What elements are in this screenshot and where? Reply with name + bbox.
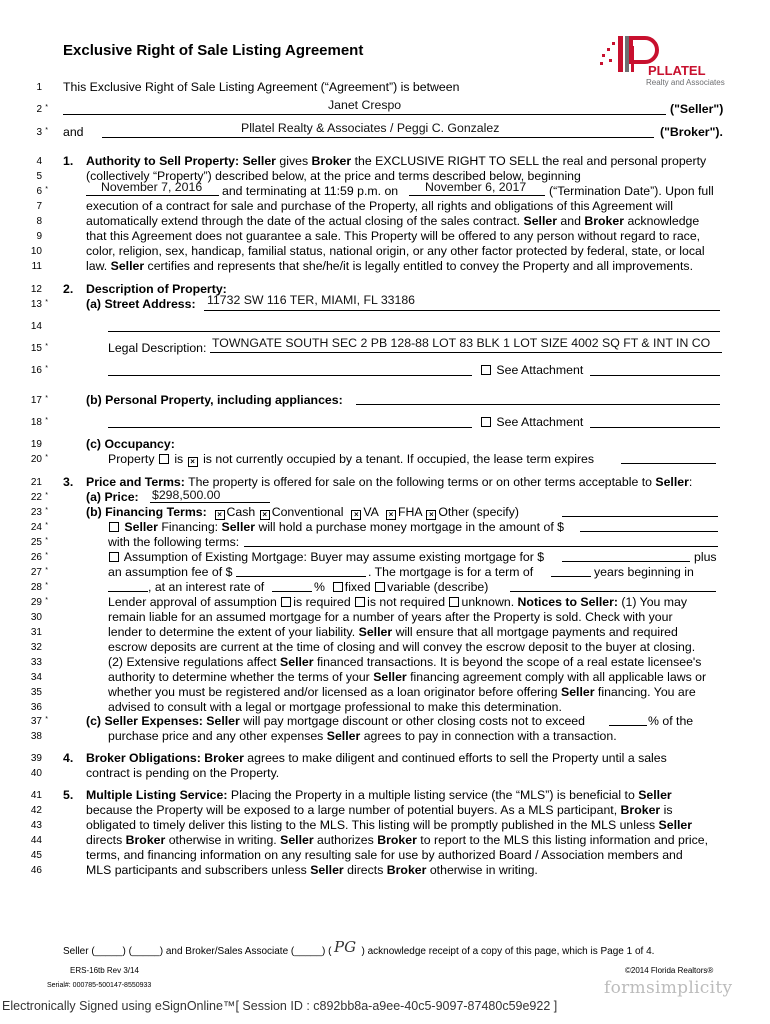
section-2-heading: Description of Property: bbox=[86, 282, 227, 296]
required-checkbox[interactable] bbox=[281, 597, 291, 607]
required-marker: * bbox=[45, 104, 48, 111]
see-attachment-2[interactable]: See Attachment bbox=[480, 415, 600, 430]
section-4-number: 4. bbox=[63, 751, 74, 765]
line-number: 13 bbox=[30, 299, 42, 310]
broker-name-field[interactable]: Pllatel Realty & Associates / Peggi C. Gonzalez bbox=[241, 121, 500, 135]
page-acknowledgment: Seller (_____) (_____) and Broker/Sales Associate (_____) ( ) acknowledge receipt of a copy of this page, which is Page 1 of 4. bbox=[63, 946, 655, 957]
line-number: 23 bbox=[30, 507, 42, 518]
line-number: 5 bbox=[36, 171, 42, 182]
unknown-checkbox[interactable] bbox=[449, 597, 459, 607]
lender-approval-line: Lender approval of assumption is required is not required unknown. Notices to Seller: (1) You may bbox=[108, 595, 688, 609]
section-3-line-32: escrow deposits are current at the time of closing and will convey the escrow deposit to the buyer at closing. bbox=[108, 640, 696, 654]
initials-signature: PG bbox=[334, 938, 357, 956]
section-3-line-30: remain liable for an assumed mortgage for a number of years after the Property is sold. Check with your bbox=[108, 610, 673, 624]
line-number: 30 bbox=[30, 612, 42, 623]
section-5-number: 5. bbox=[63, 788, 74, 802]
seller-tag: ("Seller") bbox=[670, 102, 724, 116]
personal-property-label: (b) Personal Property, including appliances: bbox=[86, 393, 343, 407]
serial-number: Serial#: 000785-500147-8550933 bbox=[47, 982, 152, 989]
copyright: ©2014 Florida Realtors® bbox=[625, 966, 714, 975]
required-marker: * bbox=[45, 186, 48, 193]
assumption-checkbox[interactable] bbox=[109, 552, 119, 562]
start-date-field[interactable]: November 7, 2016 bbox=[101, 180, 203, 194]
following-terms-underline bbox=[244, 546, 718, 547]
line-number: 38 bbox=[30, 731, 42, 742]
line-number: 3 bbox=[36, 127, 42, 138]
line-number: 33 bbox=[30, 657, 42, 668]
start-date-underline bbox=[86, 195, 219, 196]
section-3-line-21: Price and Terms: The property is offered for sale on the following terms or on other terms acceptable to Seller: bbox=[86, 475, 693, 489]
required-marker: * bbox=[45, 582, 48, 589]
required-marker: * bbox=[45, 567, 48, 574]
variable-checkbox[interactable] bbox=[375, 582, 385, 592]
following-terms-line: with the following terms: bbox=[108, 535, 240, 549]
see-attachment-checkbox-1[interactable] bbox=[481, 365, 491, 375]
street-address-label: (a) Street Address: bbox=[86, 297, 196, 311]
line-number: 24 bbox=[30, 522, 42, 533]
line-number: 25 bbox=[30, 537, 42, 548]
line-number: 26 bbox=[30, 552, 42, 563]
line-number: 45 bbox=[30, 850, 42, 861]
price-field[interactable]: $298,500.00 bbox=[152, 488, 221, 502]
intro-line: This Exclusive Right of Sale Listing Agreement (“Agreement”) is between bbox=[63, 80, 460, 94]
required-marker: * bbox=[45, 417, 48, 424]
line-number: 35 bbox=[30, 687, 42, 698]
section-1-line-6a: and terminating at 11:59 p.m. on bbox=[222, 184, 399, 198]
line-number: 20 bbox=[30, 454, 42, 465]
line-number: 21 bbox=[30, 477, 42, 488]
fixed-checkbox[interactable] bbox=[333, 582, 343, 592]
line-number: 6 bbox=[36, 186, 42, 197]
line-number: 29 bbox=[30, 597, 42, 608]
assumption-amount-underline bbox=[562, 561, 690, 562]
section-3-line-34: authority to determine whether the terms of your Seller financing agreement comply with all applicable laws or bbox=[108, 670, 707, 684]
fha-checkbox[interactable]: × bbox=[386, 510, 396, 520]
assumption-fee-underline bbox=[236, 576, 366, 577]
section-3-line-31: lender to determine the extent of your liability. Seller will ensure that all mortgage payments and required bbox=[108, 625, 678, 639]
line-number: 17 bbox=[30, 395, 42, 406]
section-4-line-40: contract is pending on the Property. bbox=[86, 766, 280, 780]
line-number: 36 bbox=[30, 702, 42, 713]
legal-underline-2 bbox=[108, 375, 472, 376]
see-attachment-checkbox-2[interactable] bbox=[481, 417, 491, 427]
line-number: 31 bbox=[30, 627, 42, 638]
seller-name-field[interactable]: Janet Crespo bbox=[328, 98, 402, 112]
line-number: 41 bbox=[30, 790, 42, 801]
and-label: and bbox=[63, 125, 84, 139]
required-marker: * bbox=[45, 492, 48, 499]
line-number: 4 bbox=[36, 156, 42, 167]
street-underline-2 bbox=[108, 331, 720, 332]
logo-tagline: Realty and Associates bbox=[646, 78, 725, 87]
line-number: 1 bbox=[36, 82, 42, 93]
mortgage-term-label: . The mortgage is for a term of bbox=[368, 565, 534, 579]
section-1-number: 1. bbox=[63, 154, 74, 168]
required-marker: * bbox=[45, 537, 48, 544]
rate-type-line: % fixed variable (describe) bbox=[314, 580, 489, 594]
line-number: 27 bbox=[30, 567, 42, 578]
line-number: 43 bbox=[30, 820, 42, 831]
required-marker: * bbox=[45, 552, 48, 559]
other-specify-underline bbox=[562, 516, 718, 517]
line-number: 34 bbox=[30, 672, 42, 683]
line-number: 19 bbox=[30, 439, 42, 450]
line-number: 2 bbox=[36, 104, 42, 115]
end-date-underline bbox=[409, 195, 545, 196]
legal-description-field[interactable]: TOWNGATE SOUTH SEC 2 PB 128-88 LOT 83 BLK 1 LOT SIZE 4002 SQ FT & INT IN CO bbox=[212, 336, 711, 350]
end-date-field[interactable]: November 6, 2017 bbox=[425, 180, 527, 194]
seller-expenses-line: (c) Seller Expenses: Seller will pay mortgage discount or other closing costs not to exceed bbox=[86, 714, 585, 728]
required-marker: * bbox=[45, 299, 48, 306]
line-number: 16 bbox=[30, 365, 42, 376]
attachment-underline-1 bbox=[590, 375, 720, 376]
section-1-line-4: Authority to Sell Property: Seller gives Broker the EXCLUSIVE RIGHT TO SELL the real and personal property bbox=[86, 154, 707, 168]
closing-costs-underline bbox=[609, 725, 647, 726]
line-number: 39 bbox=[30, 753, 42, 764]
required-marker: * bbox=[45, 127, 48, 134]
legal-description-label: Legal Description: bbox=[108, 341, 207, 355]
document-title: Exclusive Right of Sale Listing Agreement bbox=[63, 42, 364, 59]
variable-describe-underline bbox=[510, 591, 716, 592]
line-number: 11 bbox=[31, 261, 42, 272]
not-required-checkbox[interactable] bbox=[355, 597, 365, 607]
plus-label: plus bbox=[694, 550, 717, 564]
conventional-checkbox[interactable]: × bbox=[260, 510, 270, 520]
formsimplicity-watermark: formsimplicity bbox=[604, 978, 733, 998]
section-3-line-33: (2) Extensive regulations affect Seller financed transactions. It is beyond the scope of a real estate licensee's bbox=[108, 655, 702, 669]
cash-checkbox[interactable]: × bbox=[215, 510, 225, 520]
beginning-underline bbox=[108, 591, 148, 592]
percent-of-label: % of the bbox=[648, 714, 694, 728]
section-5-line-42: because the Property will be exposed to a large number of potential buyers. As a MLS participant, Broker is bbox=[86, 803, 673, 817]
line-number: 18 bbox=[30, 417, 42, 428]
attachment-underline-2 bbox=[590, 427, 720, 428]
not-occupied-checkbox[interactable]: × bbox=[188, 457, 198, 467]
section-1-line-5: (collectively “Property”) described below, at the price and terms described below, beginning bbox=[86, 169, 581, 183]
price-label: (a) Price: bbox=[86, 490, 139, 504]
line-number: 8 bbox=[36, 216, 42, 227]
required-marker: * bbox=[45, 454, 48, 461]
section-1-line-11: law. Seller certifies and represents that she/he/it is legally entitled to convey the Property and all improvements. bbox=[86, 259, 693, 273]
interest-rate-label: , at an interest rate of bbox=[148, 580, 265, 594]
legal-underline bbox=[210, 352, 722, 353]
line-number: 32 bbox=[30, 642, 42, 653]
section-1-line-10: color, religion, sex, handicap, familial status, national origin, or any other factor protected by federal, state, or local bbox=[86, 244, 705, 258]
occupancy-line: Property is × is not currently occupied by a tenant. If occupied, the lease term expires bbox=[108, 452, 595, 466]
broker-underline bbox=[102, 137, 654, 138]
interest-rate-underline bbox=[272, 591, 312, 592]
assumption-fee-label: an assumption fee of $ bbox=[108, 565, 233, 579]
line-number: 46 bbox=[30, 865, 42, 876]
occupancy-label: (c) Occupancy: bbox=[86, 437, 175, 451]
seller-financing-underline bbox=[580, 531, 718, 532]
section-3-line-36: advised to consult with a legal or mortgage professional to make this determination. bbox=[108, 700, 562, 714]
years-beginning-label: years beginning in bbox=[594, 565, 694, 579]
seller-financing-checkbox[interactable] bbox=[109, 522, 119, 532]
va-checkbox[interactable]: × bbox=[351, 510, 361, 520]
personal-property-underline bbox=[356, 404, 720, 405]
line-number: 15 bbox=[30, 343, 42, 354]
street-address-field[interactable]: 11732 SW 116 TER, MIAMI, FL 33186 bbox=[207, 293, 416, 307]
seller-financing-line: Seller Financing: Seller will hold a purchase money mortgage in the amount of $ bbox=[108, 520, 748, 535]
line-number: 12 bbox=[30, 284, 42, 295]
section-1-line-9: that this Agreement does not guarantee a sale. This Property will be offered to any person without regard to race, bbox=[86, 229, 701, 243]
seller-underline bbox=[63, 114, 666, 115]
line-number: 37 bbox=[30, 716, 42, 727]
line-number: 28 bbox=[30, 582, 42, 593]
see-attachment-1[interactable]: See Attachment bbox=[480, 363, 600, 378]
occupied-checkbox[interactable] bbox=[159, 454, 169, 464]
line-number: 10 bbox=[30, 246, 42, 257]
section-5-line-45: terms, and financing information on any resulting sale for use by authorized Board / Association members and bbox=[86, 848, 683, 862]
line-number: 44 bbox=[30, 835, 42, 846]
required-marker: * bbox=[45, 365, 48, 372]
required-marker: * bbox=[45, 507, 48, 514]
line-number: 42 bbox=[30, 805, 42, 816]
line-number: 9 bbox=[36, 231, 42, 242]
street-underline bbox=[204, 310, 720, 311]
mortgage-term-underline bbox=[551, 576, 591, 577]
section-4-line-39: Broker Obligations: Broker agrees to make diligent and continued efforts to sell the Property until a sales bbox=[86, 751, 667, 765]
required-marker: * bbox=[45, 522, 48, 529]
line-number: 14 bbox=[30, 321, 42, 332]
form-id: ERS-16tb Rev 3/14 bbox=[70, 966, 139, 975]
esign-session-id: Electronically Signed using eSignOnline™[ Session ID : c892bb8a-a9ee-40c5-9097-87480c59e922 ] bbox=[2, 999, 558, 1013]
line-number: 22 bbox=[30, 492, 42, 503]
section-3-line-35: whether you must be registered and/or licensed as a loan originator before offering Seller financing. You are bbox=[108, 685, 696, 699]
line-number: 7 bbox=[36, 201, 42, 212]
price-underline bbox=[150, 502, 270, 503]
section-3-number: 3. bbox=[63, 475, 74, 489]
section-5-line-44: directs Broker otherwise in writing. Seller authorizes Broker to report to the MLS this listing information and price, bbox=[86, 833, 709, 847]
assumption-line: Assumption of Existing Mortgage: Buyer may assume existing mortgage for $ bbox=[108, 550, 748, 565]
section-5-line-43: obligated to timely deliver this listing to the MLS. This listing will be promptly published in the MLS unless Seller bbox=[86, 818, 693, 832]
section-1-line-8: automatically extend through the date of the actual closing of the sales contract. Seller and Broker acknowledge bbox=[86, 214, 700, 228]
required-marker: * bbox=[45, 716, 48, 723]
section-1-line-6b: (“Termination Date”). Upon full bbox=[549, 184, 714, 198]
section-1-line-7: execution of a contract for sale and purchase of the Property, all rights and obligations of this Agreement will bbox=[86, 199, 673, 213]
required-marker: * bbox=[45, 597, 48, 604]
section-2-number: 2. bbox=[63, 282, 74, 296]
required-marker: * bbox=[45, 395, 48, 402]
section-3-line-38: purchase price and any other expenses Seller agrees to pay in connection with a transaction. bbox=[108, 729, 617, 743]
financing-terms-line: (b) Financing Terms: × Cash × Conventional × VA × FHA × Other (specify) bbox=[86, 505, 519, 519]
logo-wordmark: PLLATEL bbox=[648, 63, 706, 78]
required-marker: * bbox=[45, 343, 48, 350]
section-5-line-46: MLS participants and subscribers unless Seller directs Broker otherwise in writing. bbox=[86, 863, 538, 877]
personal-property-underline-2 bbox=[108, 427, 472, 428]
section-5-line-41: Multiple Listing Service: Placing the Property in a multiple listing service (the “MLS”) is beneficial to Seller bbox=[86, 788, 672, 802]
line-number: 40 bbox=[30, 768, 42, 779]
lease-term-underline bbox=[621, 463, 716, 464]
broker-tag: ("Broker"). bbox=[660, 125, 723, 139]
other-checkbox[interactable]: × bbox=[426, 510, 436, 520]
